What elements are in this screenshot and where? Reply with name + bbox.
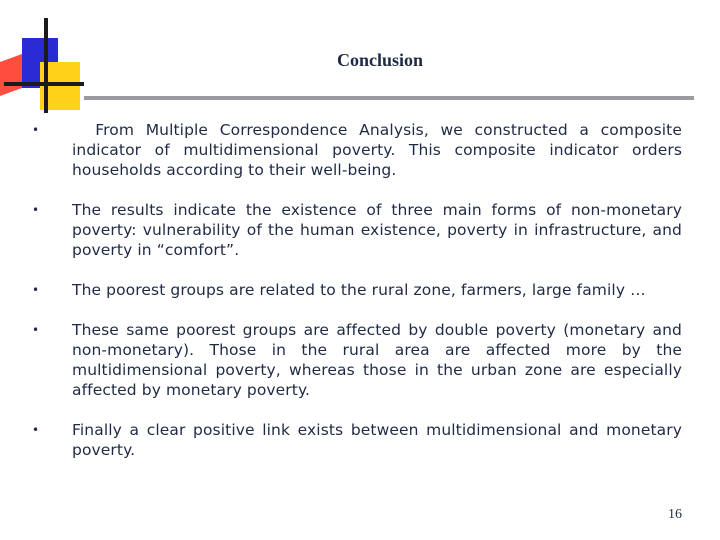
bullet-text: The results indicate the existence of three main forms of non-monetary poverty: vulnerability of the human existence, poverty in infrastructure, and poverty in “comfort”. <box>72 201 682 259</box>
bullet-item-2 <box>30 200 682 260</box>
decor-vertical-line <box>44 18 48 113</box>
bullet-item-3 <box>30 280 682 300</box>
bullet-item-4 <box>30 320 682 400</box>
title-rule <box>84 96 694 100</box>
bullet-item-5 <box>30 420 682 460</box>
bullet-marker: • <box>32 423 40 437</box>
bullet-marker: • <box>32 283 40 297</box>
bullet-list <box>30 120 688 480</box>
bullet-text: Finally a clear positive link exists between multidimensional and monetary poverty. <box>72 421 682 459</box>
slide-title: Conclusion <box>336 50 424 70</box>
page-number: 16 <box>668 507 682 522</box>
bullet-text: The poorest groups are related to the rural zone, farmers, large family … <box>72 281 646 299</box>
bullet-item-1 <box>30 120 688 180</box>
decor-horizontal-line <box>4 82 84 86</box>
bullet-marker: • <box>32 323 40 337</box>
bullet-text: From Multiple Correspondence Analysis, we constructed a composite indicator of multidimensional poverty. This composite indicator orders households according to their well-being. <box>72 121 688 179</box>
bullet-marker: • <box>32 203 40 217</box>
bullet-marker: • <box>32 123 40 137</box>
bullet-text: These same poorest groups are affected by double poverty (monetary and non-monetary). Those in the rural area are affected more by the multidimensional poverty, whereas those in the urban zone are especially affected by monetary poverty. <box>72 321 682 399</box>
